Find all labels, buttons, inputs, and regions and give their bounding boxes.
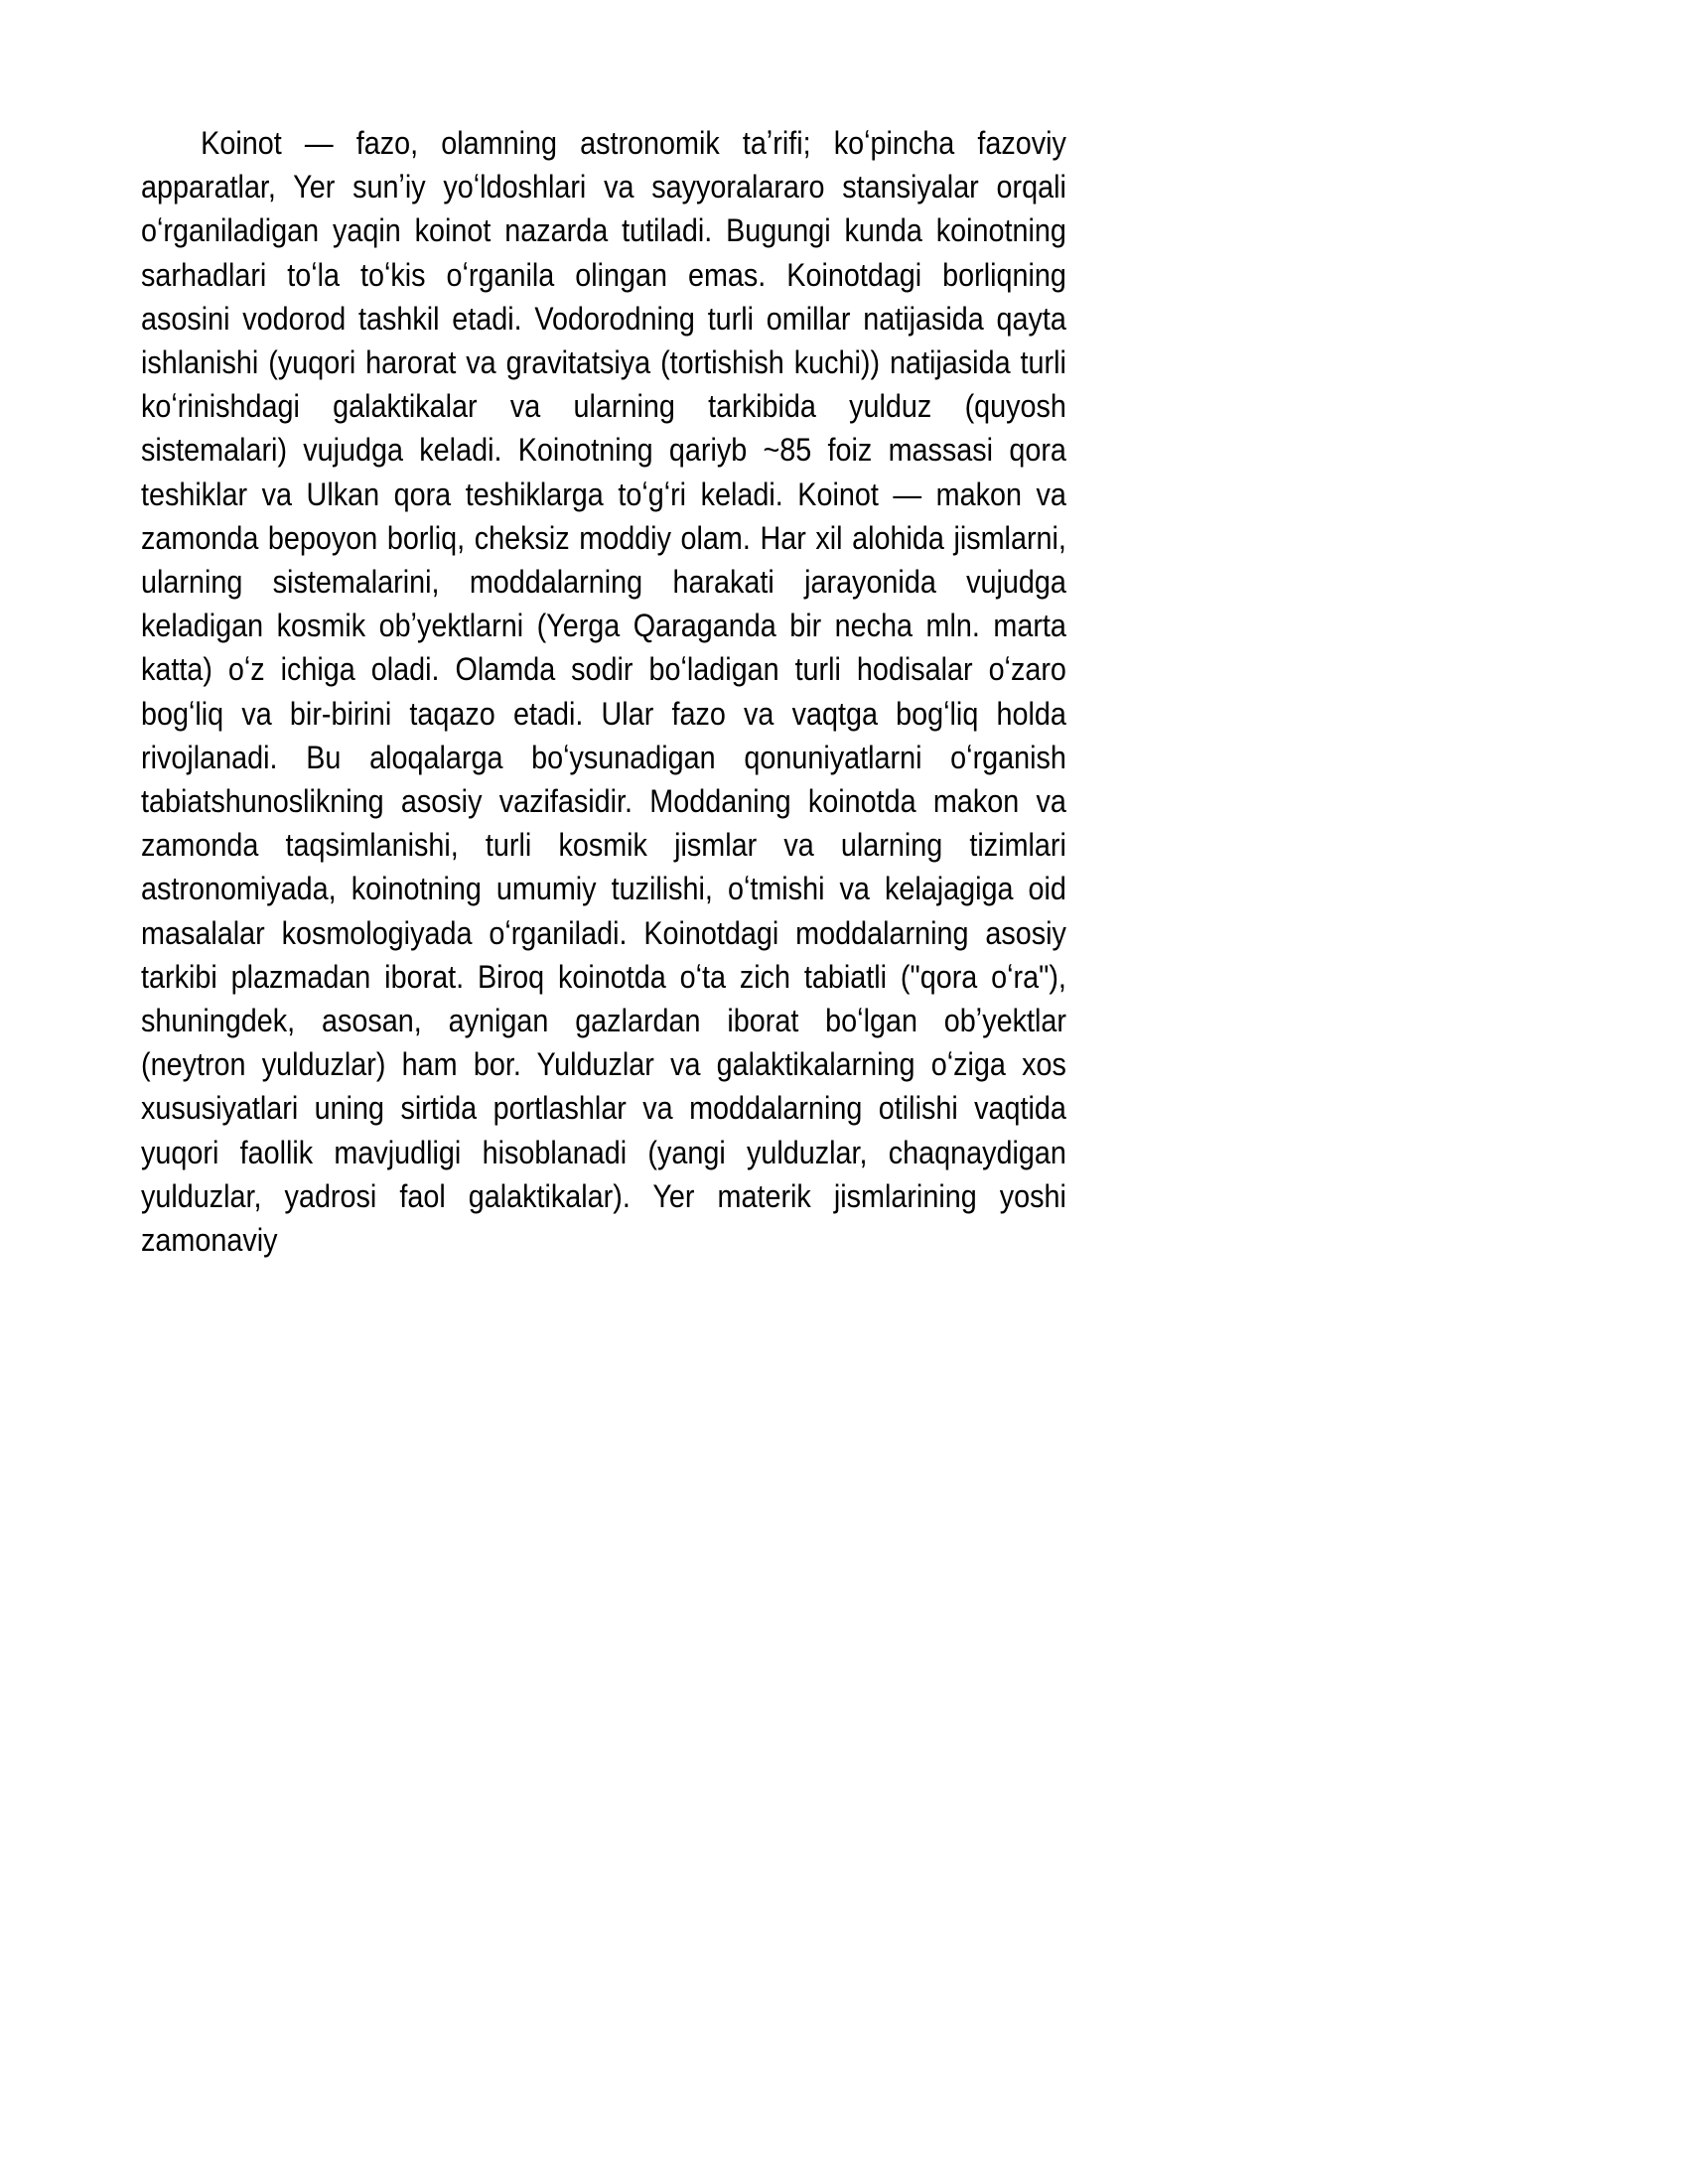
document-text-body <box>141 121 1066 1262</box>
body-paragraph: Koinot — fazo, olamning astronomik taʼrifi; koʻpincha fazoviy apparatlar, Yer sunʼiy yoʻldoshlari va sayyoralararo stansiyalar orqali oʻrganiladigan yaqin koinot nazarda tutiladi. Bugungi kunda koinotning sarhadlari toʻla toʻkis oʻrganila olingan emas. Koinotdagi borliqning asosini vodorod tashkil etadi. Vodorodning turli omillar natijasida qayta ishlanishi (yuqori harorat va gravitatsiya (tortishish kuchi)) natijasida turli koʻrinishdagi galaktikalar va ularning tarkibida yulduz (quyosh sistemalari) vujudga keladi. Koinotning qariyb ~85 foiz massasi qora teshiklar va Ulkan qora teshiklarga toʻgʻri keladi. Koinot — makon va zamonda bepoyon borliq, cheksiz moddiy olam. Har xil alohida jismlarni, ularning sistemalarini, moddalarning harakati jarayonida vujudga keladigan kosmik obʼyektlarni (Yerga Qaraganda bir necha mln. marta katta) oʻz ichiga oladi. Olamda sodir boʻladigan turli hodisalar oʻzaro bogʻliq va bir-birini taqazo etadi. Ular fazo va vaqtga bogʻliq holda rivojlanadi. Bu aloqalarga boʻysunadigan qonuniyatlarni oʻrganish tabiatshunoslikning asosiy vazifasidir. Moddaning koinotda makon va zamonda taqsimlanishi, turli kosmik jismlar va ularning tizimlari astronomiyada, koinotning umumiy tuzilishi, oʻtmishi va kelajagiga oid masalalar kosmologiyada oʻrganiladi. Koinotdagi moddalarning asosiy tarkibi plazmadan iborat. Biroq koinotda oʻta zich tabiatli ("qora oʻra"), shuningdek, asosan, aynigan gazlardan iborat boʻlgan obʼyektlar (neytron yulduzlar) ham bor. Yulduzlar va galaktikalarning oʻziga xos xususiyatlari uning sirtida portlashlar va moddalarning otilishi vaqtida yuqori faollik mavjudligi hisoblanadi (yangi yulduzlar, chaqnaydigan yulduzlar, yadrosi faol galaktikalar). Yer materik jismlarining yoshi zamonaviy <box>141 125 1066 1259</box>
